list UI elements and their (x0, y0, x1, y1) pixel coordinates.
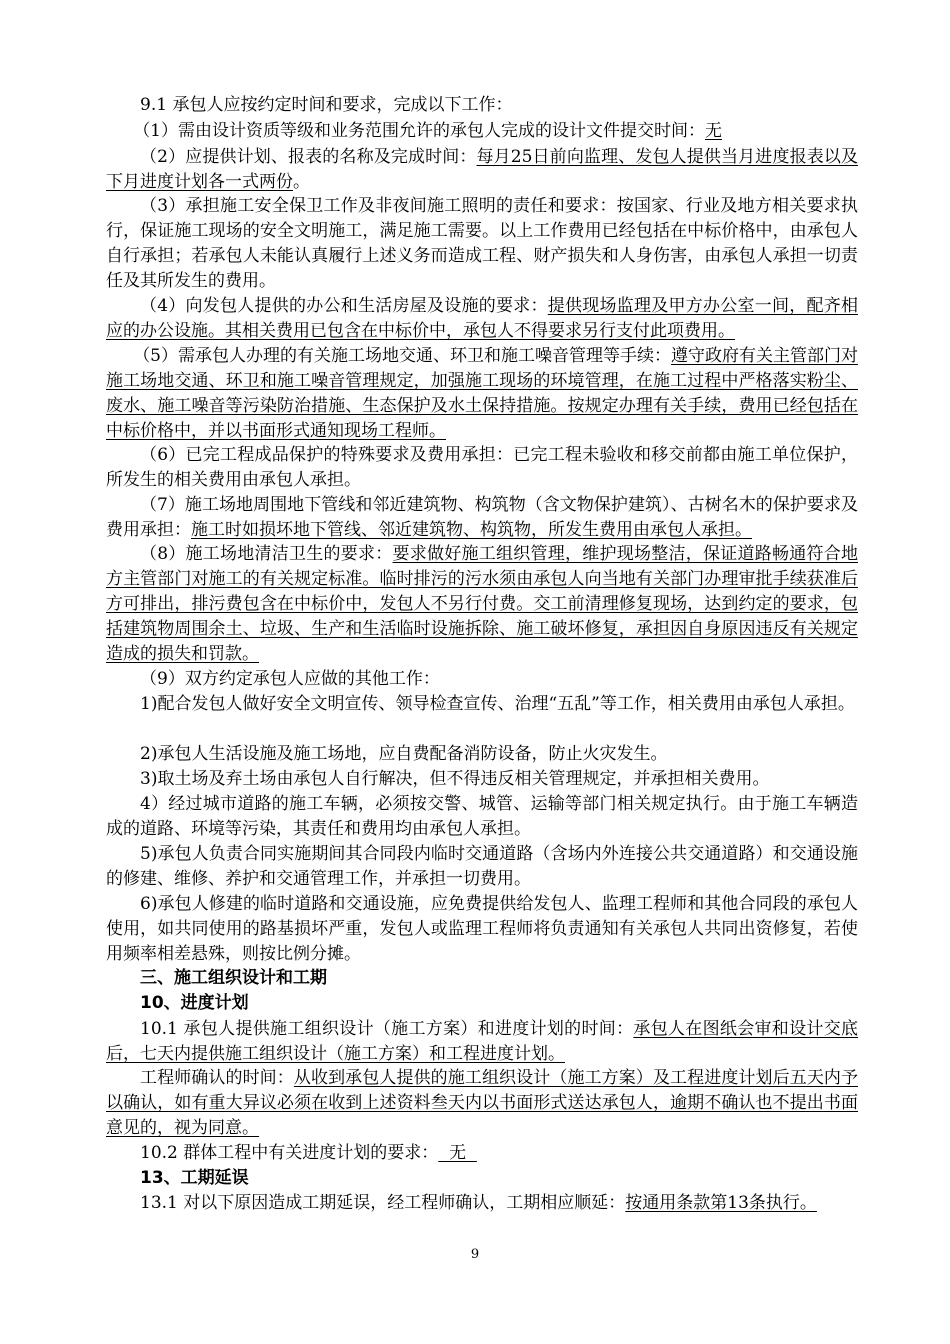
item-7-label: （7）施工场地周围地下管线和邻近建筑物、构筑物（含文物保护建筑）、古树名木的保护要求及费用承担： (106, 495, 858, 540)
clause-13-1-value: 按通用条款第13条执行。 (625, 1193, 817, 1213)
clause-13-1 (106, 1191, 858, 1216)
engineer-confirm-value: 从收到承包人提供的施工组织设计（施工方案）及工程进度计划后五天内予以确认，如有重大异议必须在收到上述资料叁天内以书面形式送达承包人，逾期不确认也不提出书面意见的，视为同意。 (106, 1068, 859, 1138)
item-4-label: （4）向发包人提供的办公和生活房屋及设施的要求： (140, 296, 548, 316)
item-9-text: （9）双方约定承包人应做的其他工作： (140, 669, 440, 689)
item-2-value: 每月25日前向监理、发包人提供当月进度报表以及下月进度计划各一式两份 (106, 147, 858, 192)
clause-9-1 (106, 93, 858, 118)
page-number: 9 (470, 1247, 480, 1262)
sub-item-6-text: 6)承包人修建的临时道路和交通设施，应免费提供给发包人、监理工程师和其他合同段的承包人使用，如共同使用的路基损坏严重，发包人或监理工程师将负责通知有关承包人共同出资修复，若使用频率相差悬殊，则按比例分摊。 (106, 894, 858, 964)
item-8 (106, 542, 858, 667)
clause-13-1-label: 13.1 对以下原因造成工期延误，经工程师确认，工期相应顺延： (140, 1193, 626, 1213)
sub-item-5 (106, 842, 858, 892)
item-2 (106, 145, 858, 195)
clause-10-1-label: 10.1 承包人提供施工组织设计（施工方案）和进度计划的时间： (140, 1019, 634, 1039)
clause-10-1-value: 承包人在图纸会审和设计交底后，七天内提供施工组织设计（施工方案）和工程进度计划。 (106, 1019, 859, 1064)
section-heading-10-text: 10、进度计划 (140, 993, 249, 1013)
item-4 (106, 294, 858, 344)
item-6-text: （6）已完工程成品保护的特殊要求及费用承担：已完工程未验收和移交前都由施工单位保护，所发生的相关费用由承包人承担。 (106, 445, 858, 490)
sub-item-5-text: 5)承包人负责合同实施期间其合同段内临时交通道路（含场内外连接公共交通道路）和交通设施的修建、维修、养护和交通管理工作，并承担一切费用。 (106, 844, 858, 889)
item-1 (106, 119, 858, 144)
clause-9-1-text: 9.1 承包人应按约定时间和要求，完成以下工作： (140, 95, 513, 115)
sub-item-1-text: 1)配合发包人做好安全文明宣传、领导检查宣传、治理“五乱”等工作，相关费用由承包人承担。 (140, 694, 855, 714)
sub-item-4-text: 4）经过城市道路的施工车辆，必须按交警、城管、运输等部门相关规定执行。由于施工车辆造成的道路、环境等污染，其责任和费用均由承包人承担。 (106, 794, 858, 839)
item-6 (106, 443, 858, 493)
sub-item-6 (106, 892, 858, 967)
sub-item-2-text: 2)承包人生活设施及施工场地，应自费配备消防设备，防止火灾发生。 (140, 744, 668, 764)
sub-item-1 (106, 692, 858, 717)
item-2-end: 。 (293, 172, 310, 192)
item-1-value: 无 (705, 121, 723, 141)
item-5-value: 遵守政府有关主管部门对施工场地交通、环卫和施工噪音管理规定，加强施工现场的环境管理，在施工过程中严格落实粉尘、废水、施工噪音等污染防治措施、生态保护及水土保持措施。按规定办理有关手续，费用已经包括在中标价格中，并以书面形式通知现场工程师。 (106, 346, 859, 441)
item-8-label: （8）施工场地清洁卫生的要求： (140, 544, 393, 564)
section-heading-3-text: 三、施工组织设计和工期 (140, 968, 327, 988)
sub-item-4 (106, 792, 858, 842)
clause-10-2-label: 10.2 群体工程中有关进度计划的要求： (140, 1143, 439, 1163)
clause-10-2 (106, 1141, 858, 1166)
item-3-text: （3）承担施工安全保卫工作及非夜间施工照明的责任和要求：按国家、行业及地方相关要求执行，保证施工现场的安全文明施工，满足施工需要。以上工作费用已经包括在中标价格中，由承包人自行承担；若承包人未能认真履行上述义务而造成工程、财产损失和人身伤害，由承包人承担一切责任及其所发生的费用。 (106, 196, 858, 291)
sub-item-3-text: 3)取土场及弃土场由承包人自行解决，但不得违反相关管理规定，并承担相关费用。 (140, 769, 770, 789)
sub-item-2 (106, 742, 858, 767)
section-heading-10 (106, 991, 858, 1016)
sub-item-3 (106, 767, 858, 792)
item-5-label: （5）需承包人办理的有关施工场地交通、环卫和施工噪音管理等手续： (133, 346, 672, 366)
item-5 (106, 344, 858, 444)
section-heading-13 (106, 1166, 858, 1191)
engineer-confirm (106, 1066, 858, 1141)
item-3 (106, 194, 858, 294)
clause-10-1 (106, 1017, 858, 1067)
item-9 (106, 667, 858, 692)
item-2-label: （2）应提供计划、报表的名称及完成时间： (140, 147, 477, 167)
item-7 (106, 493, 858, 543)
item-4-value: 提供现场监理及甲方办公室一间，配齐相应的办公设施。其相关费用已包含在中标价中，承包人不得要求另行支付此项费用。 (106, 296, 858, 341)
clause-10-2-value: 无 (438, 1143, 477, 1163)
item-1-label: （1）需由设计资质等级和业务范围允许的承包人完成的设计文件提交时间： (133, 121, 706, 141)
engineer-confirm-label: 工程师确认的时间： (140, 1068, 294, 1088)
section-heading-3 (106, 966, 858, 991)
section-heading-13-text: 13、工期延误 (140, 1168, 249, 1188)
item-8-value: 要求做好施工组织管理，维护现场整洁，保证道路畅通符合地方主管部门对施工的有关规定标准。临时排污的污水须由承包人向当地有关部门办理审批手续获准后方可排出，排污费包含在中标价中，发包人不另行付费。交工前清理修复现场，达到约定的要求，包括建筑物周围余土、垃圾、生产和生活临时设施拆除、施工破坏修复，承担因自身原因违反有关规定造成的损失和罚款。 (106, 544, 858, 664)
item-7-value: 施工时如损坏地下管线、邻近建筑物、构筑物，所发生费用由承包人承担。 (191, 520, 752, 540)
